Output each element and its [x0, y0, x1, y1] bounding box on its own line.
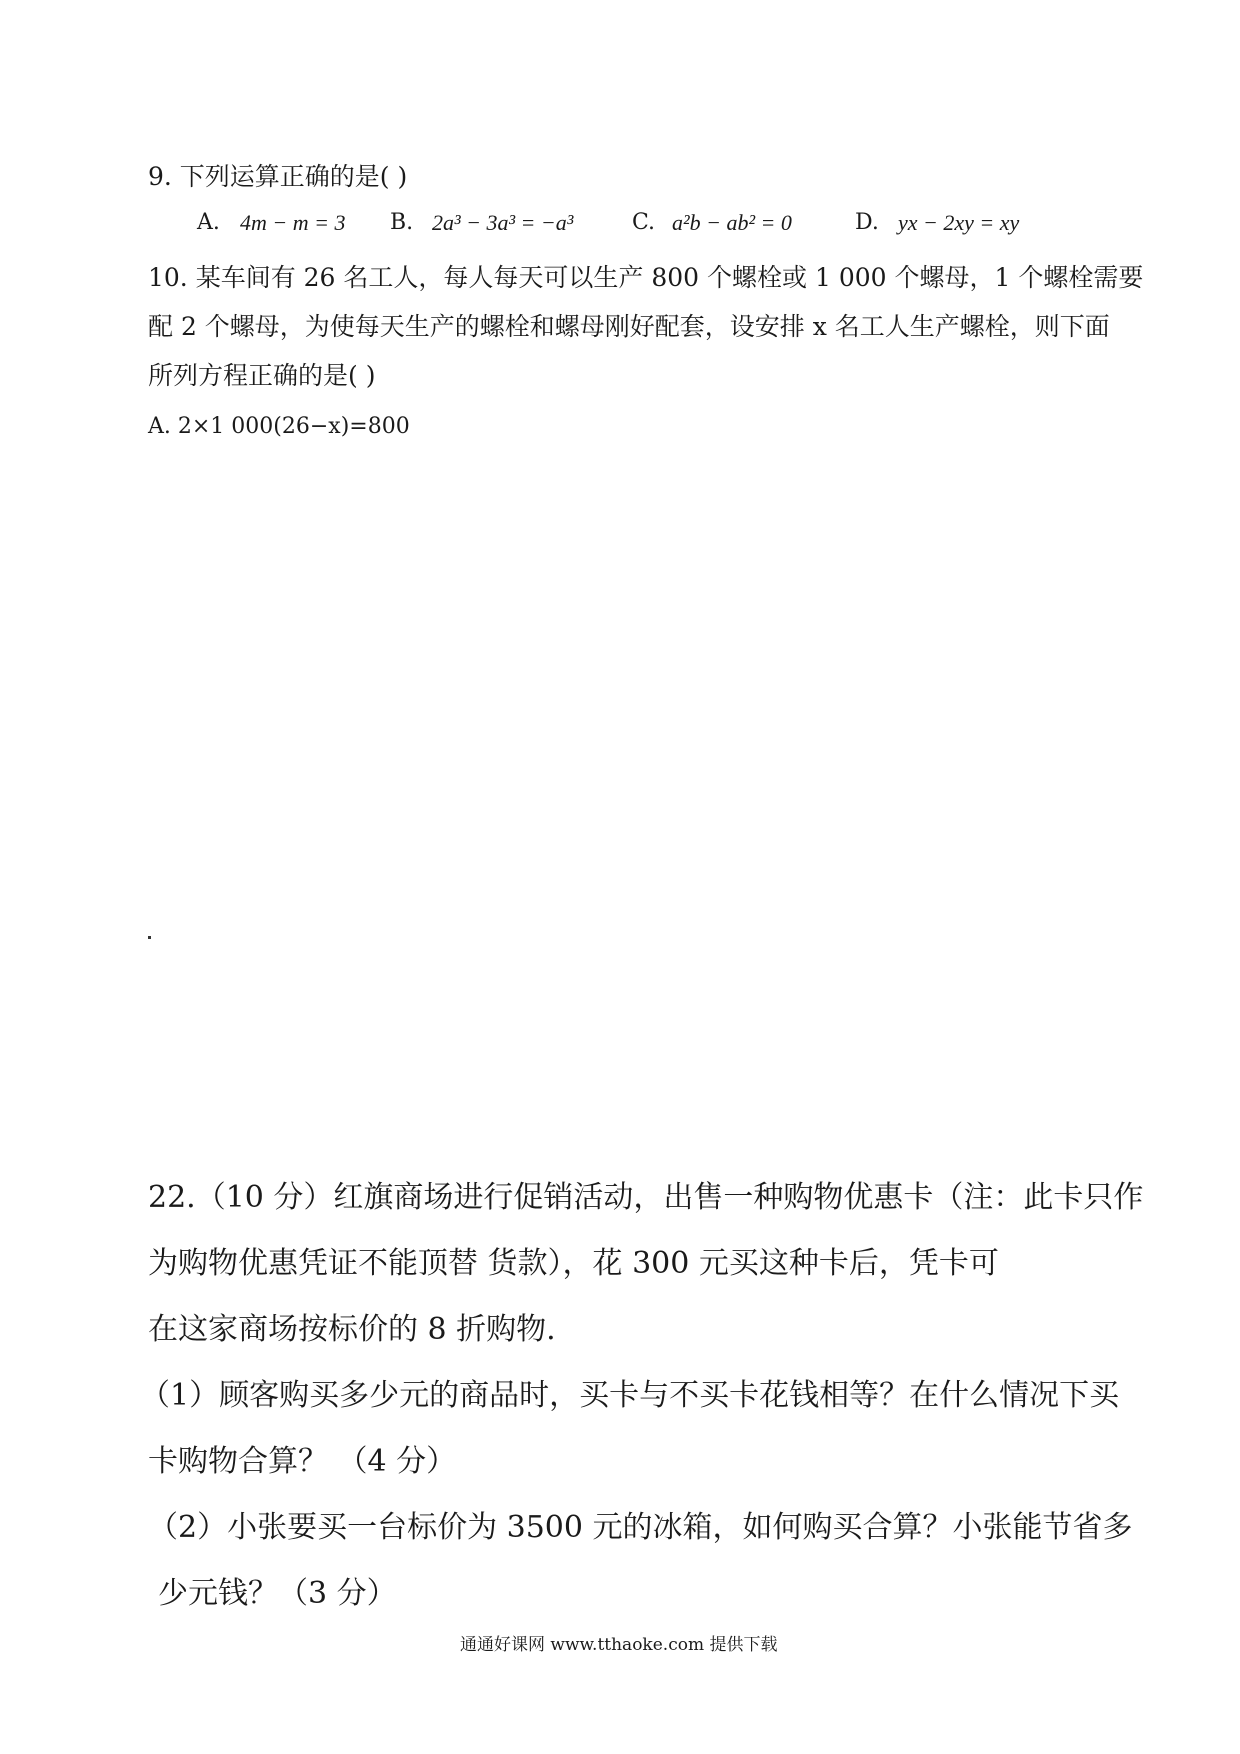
q10-line-3: 所列方程正确的是( )	[148, 361, 376, 390]
q22-line-2: 为购物优惠凭证不能顶替 货款），花 300 元买这种卡后，凭卡可	[148, 1246, 999, 1281]
q10-line-1: 10. 某车间有 26 名工人，每人每天可以生产 800 个螺栓或 1 000 个螺母，1 个螺栓需要	[148, 263, 1144, 292]
stray-dot	[148, 936, 151, 939]
footer-credit: 通通好课网 www.tthaoke.com 提供下载	[460, 1635, 778, 1655]
q9-option-a-expr: 4m − m = 3	[240, 210, 346, 235]
q9-stem: 9. 下列运算正确的是( )	[148, 162, 408, 191]
q9-option-b-expr: 2a³ − 3a³ = −a³	[432, 210, 574, 235]
q9-option-c-expr: a²b − ab² = 0	[672, 210, 792, 235]
q9-option-b-label: B.	[390, 210, 414, 235]
q9-option-a-label: A.	[197, 210, 220, 235]
q10-line-2: 配 2 个螺母，为使每天生产的螺栓和螺母刚好配套，设安排 x 名工人生产螺栓，则下面	[148, 312, 1110, 341]
q22-sub2-line-2: 少元钱？（3 分）	[158, 1576, 397, 1611]
q22-line-3: 在这家商场按标价的 8 折购物.	[148, 1312, 556, 1347]
q22-sub2-line-1: （2）小张要买一台标价为 3500 元的冰箱，如何购买合算？小张能节省多	[148, 1510, 1133, 1545]
q9-option-d-label: D.	[855, 210, 879, 235]
q22-sub1-line-2: 卡购物合算？ （4 分）	[148, 1444, 457, 1479]
q22-sub1-line-1: （1）顾客购买多少元的商品时，买卡与不买卡花钱相等？在什么情况下买	[140, 1378, 1120, 1413]
q9-option-c-label: C.	[632, 210, 656, 235]
q10-option-a: A. 2×1 000(26−x)=800	[148, 414, 410, 439]
q22-line-1: 22.（10 分）红旗商场进行促销活动，出售一种购物优惠卡（注：此卡只作	[148, 1180, 1144, 1215]
q9-option-d-expr: yx − 2xy = xy	[898, 210, 1020, 235]
